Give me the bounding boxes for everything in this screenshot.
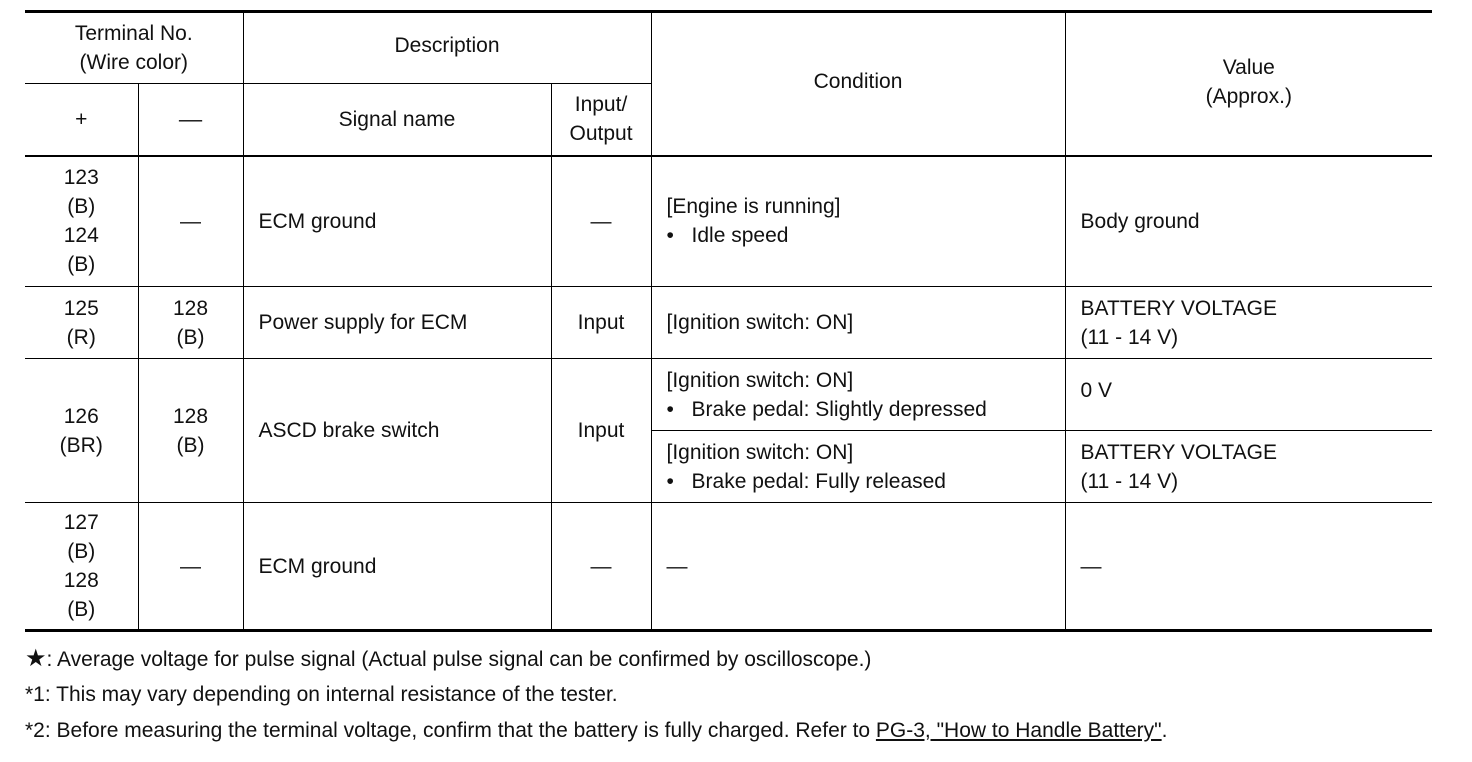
input-output: Input <box>551 287 651 359</box>
note-star: ★: Average voltage for pulse signal (Actual pulse signal can be confirmed by oscilloscope.) <box>25 645 872 672</box>
terminal-minus: 128 (B) <box>138 359 243 503</box>
value: Body ground <box>1065 156 1432 287</box>
value: BATTERY VOLTAGE (11 - 14 V) <box>1065 287 1432 359</box>
footnotes <box>25 641 1445 749</box>
table-row <box>25 156 1432 287</box>
input-output: — <box>551 156 651 287</box>
condition: [Engine is running] • Idle speed <box>651 156 1065 287</box>
note-1: *1: This may vary depending on internal resistance of the tester. <box>25 683 618 706</box>
header-input-output: Input/ Output <box>551 84 651 156</box>
input-output: — <box>551 503 651 631</box>
signal-name: ECM ground <box>243 503 551 631</box>
condition: [Ignition switch: ON] • Brake pedal: Fully released <box>651 431 1065 503</box>
value: BATTERY VOLTAGE (11 - 14 V) <box>1065 431 1432 503</box>
bullet-icon: • <box>666 397 674 421</box>
signal-name: Power supply for ECM <box>243 287 551 359</box>
header-terminal-no: Terminal No. (Wire color) <box>25 12 243 84</box>
header-plus: + <box>25 84 138 156</box>
condition: [Ignition switch: ON] <box>651 287 1065 359</box>
terminal-minus: — <box>138 503 243 631</box>
signal-name: ASCD brake switch <box>243 359 551 503</box>
terminal-minus: — <box>138 156 243 287</box>
header-condition: Condition <box>651 12 1065 156</box>
header-signal-name: Signal name <box>243 84 551 156</box>
header-description: Description <box>243 12 651 84</box>
terminal-plus: 126 (BR) <box>25 359 138 503</box>
terminal-minus: 128 (B) <box>138 287 243 359</box>
bullet-icon: • <box>666 469 674 493</box>
battery-handling-link[interactable]: PG-3, "How to Handle Battery" <box>875 719 1162 742</box>
terminal-plus: 125 (R) <box>25 287 138 359</box>
header-value: Value (Approx.) <box>1065 12 1432 156</box>
terminal-plus: 127 (B) 128 (B) <box>25 503 138 631</box>
header-minus: –– <box>138 84 243 156</box>
terminal-plus: 123 (B) 124 (B) <box>25 156 138 287</box>
table-row <box>25 503 1432 631</box>
value: 0 V <box>1065 359 1432 431</box>
star-icon: ★ <box>25 645 47 672</box>
condition: [Ignition switch: ON] • Brake pedal: Slightly depressed <box>651 359 1065 431</box>
note-2: *2: Before measuring the terminal voltage, confirm that the battery is fully charged. Refer to PG-3, "How to Handle Battery". <box>25 719 1168 742</box>
bullet-icon: • <box>666 224 674 248</box>
value: — <box>1065 503 1432 631</box>
input-output: Input <box>551 359 651 503</box>
condition: — <box>651 503 1065 631</box>
terminal-spec-table <box>25 10 1432 632</box>
signal-name: ECM ground <box>243 156 551 287</box>
table-row <box>25 359 1432 431</box>
table-row <box>25 287 1432 359</box>
